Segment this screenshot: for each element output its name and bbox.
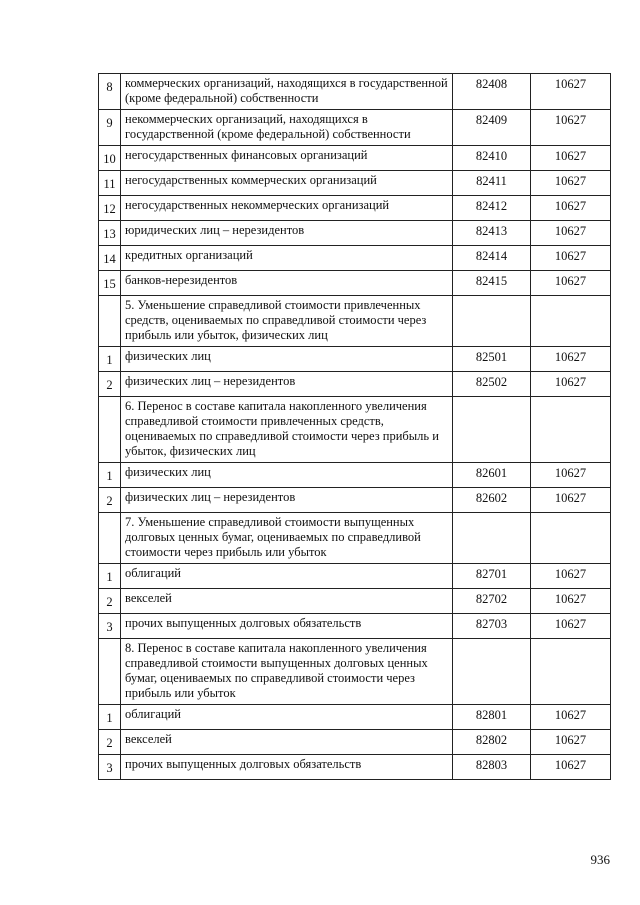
symbol-code: 10627 [531, 246, 611, 271]
account-code: 82412 [453, 196, 531, 221]
symbol-code: 10627 [531, 589, 611, 614]
section-row [99, 397, 611, 463]
account-code: 82803 [453, 755, 531, 780]
section-code-cell [453, 513, 531, 564]
row-number: 1 [99, 705, 121, 730]
row-number: 2 [99, 488, 121, 513]
section-code-cell [453, 296, 531, 347]
account-name: прочих выпущенных долговых обязательств [121, 755, 453, 780]
table-row [99, 110, 611, 146]
symbol-code: 10627 [531, 372, 611, 397]
account-code: 82703 [453, 614, 531, 639]
account-code: 82601 [453, 463, 531, 488]
account-code: 82602 [453, 488, 531, 513]
symbol-code: 10627 [531, 564, 611, 589]
section-title: 6. Перенос в составе капитала накопленного увеличения справедливой стоимости привлеченных средств, оцениваемых по справедливой стоимости через прибыль и убыток, физических лиц [121, 397, 453, 463]
symbol-code: 10627 [531, 347, 611, 372]
account-code: 82501 [453, 347, 531, 372]
accounts-table-body [99, 74, 611, 780]
account-code: 82801 [453, 705, 531, 730]
page-number: 936 [590, 852, 610, 867]
account-name: кредитных организаций [121, 246, 453, 271]
symbol-code: 10627 [531, 705, 611, 730]
row-number: 11 [99, 171, 121, 196]
row-number: 14 [99, 246, 121, 271]
row-number: 1 [99, 347, 121, 372]
account-name: банков-нерезидентов [121, 271, 453, 296]
symbol-code: 10627 [531, 271, 611, 296]
row-number: 3 [99, 614, 121, 639]
section-title: 7. Уменьшение справедливой стоимости выпущенных долговых ценных бумаг, оцениваемых по справедливой стоимости через прибыль или убыток [121, 513, 453, 564]
section-code-cell [453, 639, 531, 705]
table-row [99, 171, 611, 196]
account-name: юридических лиц – нерезидентов [121, 221, 453, 246]
row-number: 13 [99, 221, 121, 246]
section-symbol-cell [531, 513, 611, 564]
account-code: 82415 [453, 271, 531, 296]
table-row [99, 488, 611, 513]
symbol-code: 10627 [531, 463, 611, 488]
account-code: 82502 [453, 372, 531, 397]
account-name: облигаций [121, 705, 453, 730]
row-number: 1 [99, 463, 121, 488]
section-code-cell [453, 397, 531, 463]
account-name: коммерческих организаций, находящихся в государственной (кроме федеральной) собственности [121, 74, 453, 110]
account-code: 82702 [453, 589, 531, 614]
account-name: физических лиц – нерезидентов [121, 488, 453, 513]
table-row [99, 705, 611, 730]
table-row [99, 564, 611, 589]
account-code: 82414 [453, 246, 531, 271]
account-code: 82411 [453, 171, 531, 196]
table-row [99, 74, 611, 110]
table-row [99, 614, 611, 639]
section-num-cell [99, 513, 121, 564]
symbol-code: 10627 [531, 730, 611, 755]
section-symbol-cell [531, 639, 611, 705]
symbol-code: 10627 [531, 110, 611, 146]
symbol-code: 10627 [531, 221, 611, 246]
table-row [99, 589, 611, 614]
section-title: 8. Перенос в составе капитала накопленного увеличения справедливой стоимости выпущенных долговых ценных бумаг, оцениваемых по справедливой стоимости через прибыль или убыток [121, 639, 453, 705]
section-row [99, 639, 611, 705]
table-row [99, 246, 611, 271]
row-number: 3 [99, 755, 121, 780]
table-row [99, 146, 611, 171]
row-number: 2 [99, 589, 121, 614]
account-code: 82408 [453, 74, 531, 110]
table-row [99, 347, 611, 372]
table-row [99, 730, 611, 755]
table-row [99, 196, 611, 221]
account-code: 82413 [453, 221, 531, 246]
section-num-cell [99, 397, 121, 463]
account-code: 82409 [453, 110, 531, 146]
table-row [99, 755, 611, 780]
symbol-code: 10627 [531, 74, 611, 110]
row-number: 12 [99, 196, 121, 221]
account-name: прочих выпущенных долговых обязательств [121, 614, 453, 639]
account-code: 82802 [453, 730, 531, 755]
account-name: физических лиц [121, 463, 453, 488]
row-number: 9 [99, 110, 121, 146]
account-code: 82410 [453, 146, 531, 171]
accounts-table [98, 73, 611, 780]
table-row [99, 372, 611, 397]
section-row [99, 513, 611, 564]
symbol-code: 10627 [531, 196, 611, 221]
symbol-code: 10627 [531, 146, 611, 171]
table-row [99, 271, 611, 296]
row-number: 8 [99, 74, 121, 110]
account-name: векселей [121, 589, 453, 614]
symbol-code: 10627 [531, 488, 611, 513]
row-number: 15 [99, 271, 121, 296]
account-name: физических лиц – нерезидентов [121, 372, 453, 397]
table-row [99, 221, 611, 246]
account-name: негосударственных коммерческих организаций [121, 171, 453, 196]
row-number: 10 [99, 146, 121, 171]
account-code: 82701 [453, 564, 531, 589]
account-name: физических лиц [121, 347, 453, 372]
account-name: некоммерческих организаций, находящихся в государственной (кроме федеральной) собственности [121, 110, 453, 146]
row-number: 2 [99, 730, 121, 755]
row-number: 2 [99, 372, 121, 397]
row-number: 1 [99, 564, 121, 589]
section-title: 5. Уменьшение справедливой стоимости привлеченных средств, оцениваемых по справедливой стоимости через прибыль или убыток, физических лиц [121, 296, 453, 347]
account-name: негосударственных финансовых организаций [121, 146, 453, 171]
section-num-cell [99, 639, 121, 705]
account-name: негосударственных некоммерческих организаций [121, 196, 453, 221]
section-row [99, 296, 611, 347]
account-name: векселей [121, 730, 453, 755]
symbol-code: 10627 [531, 614, 611, 639]
section-symbol-cell [531, 296, 611, 347]
account-name: облигаций [121, 564, 453, 589]
section-symbol-cell [531, 397, 611, 463]
symbol-code: 10627 [531, 755, 611, 780]
section-num-cell [99, 296, 121, 347]
table-row [99, 463, 611, 488]
symbol-code: 10627 [531, 171, 611, 196]
